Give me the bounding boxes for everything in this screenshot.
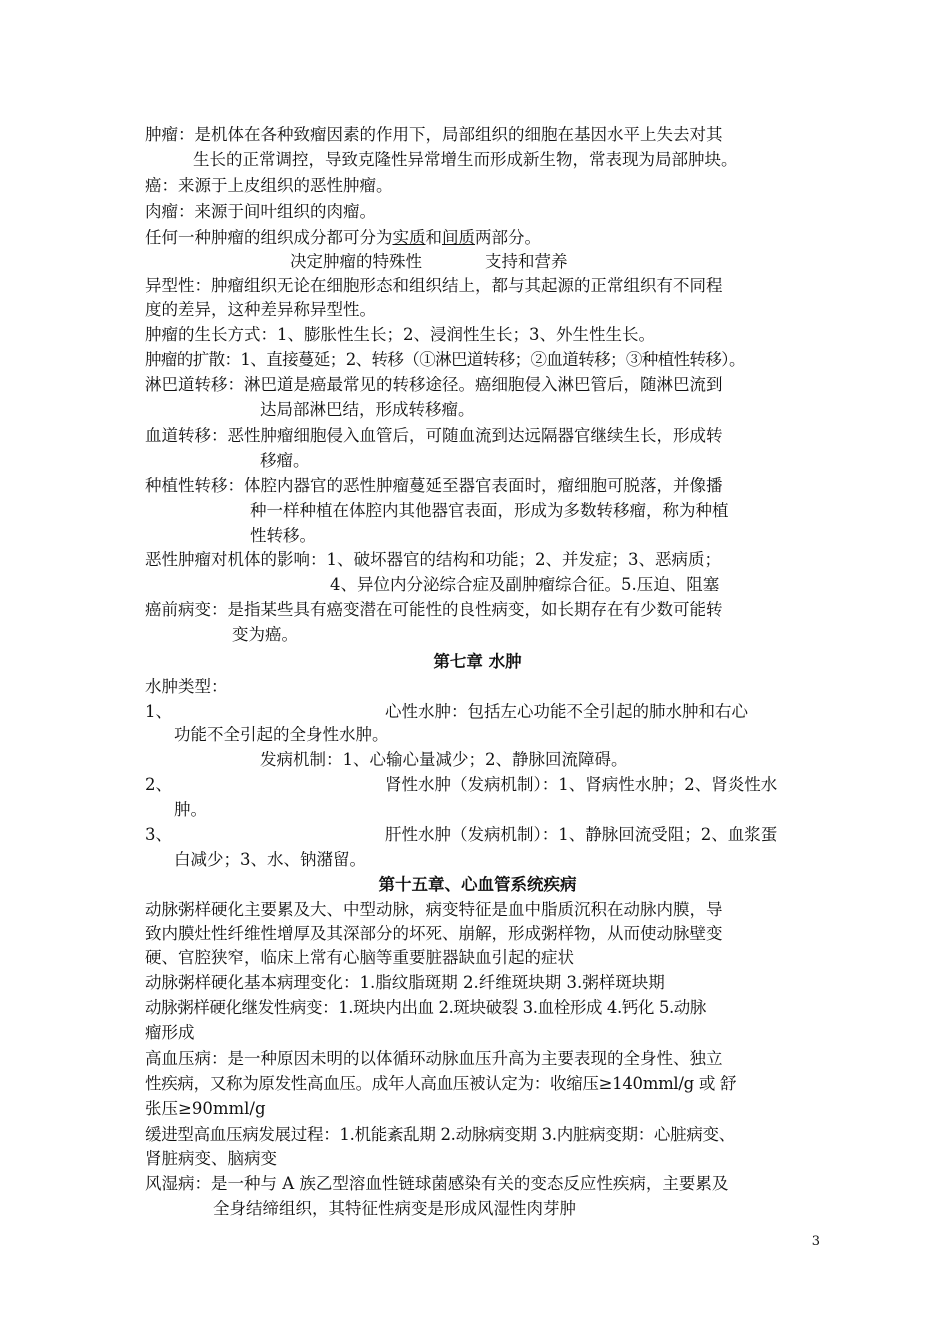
text-line: 风湿病：是一种与 A 族乙型溶血性链球菌感染有关的变态反应性疾病，主要累及 xyxy=(145,1174,729,1193)
text-line: 缓进型高血压病发展过程：1.机能紊乱期 2.动脉病变期 3.内脏病变期：心脏病变、 xyxy=(145,1125,735,1144)
text-line: 异型性：肿瘤组织无论在细胞形态和组织结上，都与其起源的正常组织有不同程 xyxy=(145,276,723,295)
text-span: 任何一种肿瘤的组织成分都可分为 xyxy=(145,228,393,247)
text-line: 血道转移：恶性肿瘤细胞侵入血管后，可随血流到达远隔器官继续生长，形成转 xyxy=(145,426,723,445)
text-line: 恶性肿瘤对机体的影响：1、破坏器官的结构和功能；2、并发症；3、恶病质； xyxy=(145,550,721,569)
text-line: 肿。 xyxy=(174,800,207,819)
text-line: 变为癌。 xyxy=(232,625,298,644)
text-line: 移瘤。 xyxy=(260,451,310,470)
text-line: 支持和营养 xyxy=(485,252,568,271)
page-number: 3 xyxy=(811,1234,820,1249)
underlined-term: 间质 xyxy=(442,228,475,247)
text-line: 高血压病：是一种原因未明的以体循环动脉血压升高为主要表现的全身性、独立 xyxy=(145,1049,723,1068)
text-line: 达局部淋巴结，形成转移瘤。 xyxy=(260,400,475,419)
text-line: 淋巴道转移：淋巴道是癌最常见的转移途径。癌细胞侵入淋巴管后，随淋巴流到 xyxy=(145,375,723,394)
text-line: 种植性转移：体腔内器官的恶性肿瘤蔓延至器官表面时，瘤细胞可脱落，并像播 xyxy=(145,476,723,495)
text-line: 动脉粥样硬化基本病理变化：1.脂纹脂斑期 2.纤维斑块期 3.粥样斑块期 xyxy=(145,973,665,992)
text-line: 动脉粥样硬化继发性病变：1.斑块内出血 2.斑块破裂 3.血栓形成 4.钙化 5.动脉 xyxy=(145,998,706,1017)
list-number: 3、 xyxy=(145,825,172,844)
text-line: 肿瘤：是机体在各种致瘤因素的作用下，局部组织的细胞在基因水平上失去对其 xyxy=(145,125,723,144)
text-span: 和 xyxy=(425,228,442,247)
text-line: 肾性水肿（发病机制）：1、肾病性水肿；2、肾炎性水 xyxy=(385,775,778,794)
text-line: 种一样种植在体腔内其他器官表面，形成为多数转移瘤，称为种植 xyxy=(250,501,729,520)
text-line: 度的差异，这种差异称异型性。 xyxy=(145,300,376,319)
text-line: 癌前病变：是指某些具有癌变潜在可能性的良性病变，如长期存在有少数可能转 xyxy=(145,600,723,619)
text-line: 硬、官腔狭窄，临床上常有心脑等重要脏器缺血引起的症状 xyxy=(145,948,574,967)
text-line: 全身结缔组织，其特征性病变是形成风湿性肉芽肿 xyxy=(213,1199,576,1218)
text-line: 肉瘤：来源于间叶组织的肉瘤。 xyxy=(145,202,376,221)
underlined-term: 实质 xyxy=(392,228,426,247)
chapter-heading: 第七章 水肿 xyxy=(433,652,522,671)
text-line: 功能不全引起的全身性水肿。 xyxy=(174,725,389,744)
text-line: 白减少；3、水、钠潴留。 xyxy=(174,850,366,869)
text-line: 致内膜灶性纤维性增厚及其深部分的坏死、崩解，形成粥样物，从而使动脉壁变 xyxy=(145,924,723,943)
text-line: 肝性水肿（发病机制）：1、静脉回流受阻；2、血浆蛋 xyxy=(385,825,778,844)
list-number: 1、 xyxy=(145,702,172,721)
text-line: 瘤形成 xyxy=(145,1023,195,1042)
text-line: 性疾病，又称为原发性高血压。成年人高血压被认定为：收缩压≥140mml/g 或 舒 xyxy=(145,1074,737,1093)
text-line: 肿瘤的生长方式：1、膨胀性生长；2、浸润性生长；3、外生性生长。 xyxy=(145,325,655,344)
text-line xyxy=(145,226,810,250)
text-line: 水肿类型： xyxy=(145,677,228,696)
text-line: 心性水肿：包括左心功能不全引起的肺水肿和右心 xyxy=(385,702,748,721)
text-line: 4、异位内分泌综合症及副肿瘤综合征。5.压迫、阻塞 xyxy=(330,575,720,594)
text-line: 性转移。 xyxy=(250,526,316,545)
text-line: 动脉粥样硬化主要累及大、中型动脉，病变特征是血中脂质沉积在动脉内膜，导 xyxy=(145,900,723,919)
text-line: 肿瘤的扩散：1、直接蔓延；2、转移（①淋巴道转移；②血道转移；③种植性转移）。 xyxy=(145,350,745,369)
text-line: 决定肿瘤的特殊性 xyxy=(290,252,422,271)
list-number: 2、 xyxy=(145,775,172,794)
text-span: 两部分。 xyxy=(475,228,541,247)
text-line: 生长的正常调控，导致克隆性异常增生而形成新生物，常表现为局部肿块。 xyxy=(193,150,738,169)
chapter-heading: 第十五章、心血管系统疾病 xyxy=(378,875,577,894)
text-line: 癌：来源于上皮组织的恶性肿瘤。 xyxy=(145,176,393,195)
text-line: 张压≥90mml/g xyxy=(145,1099,266,1118)
text-line: 肾脏病变、脑病变 xyxy=(145,1149,277,1168)
text-line: 发病机制：1、心输心量减少；2、静脉回流障碍。 xyxy=(260,750,628,769)
